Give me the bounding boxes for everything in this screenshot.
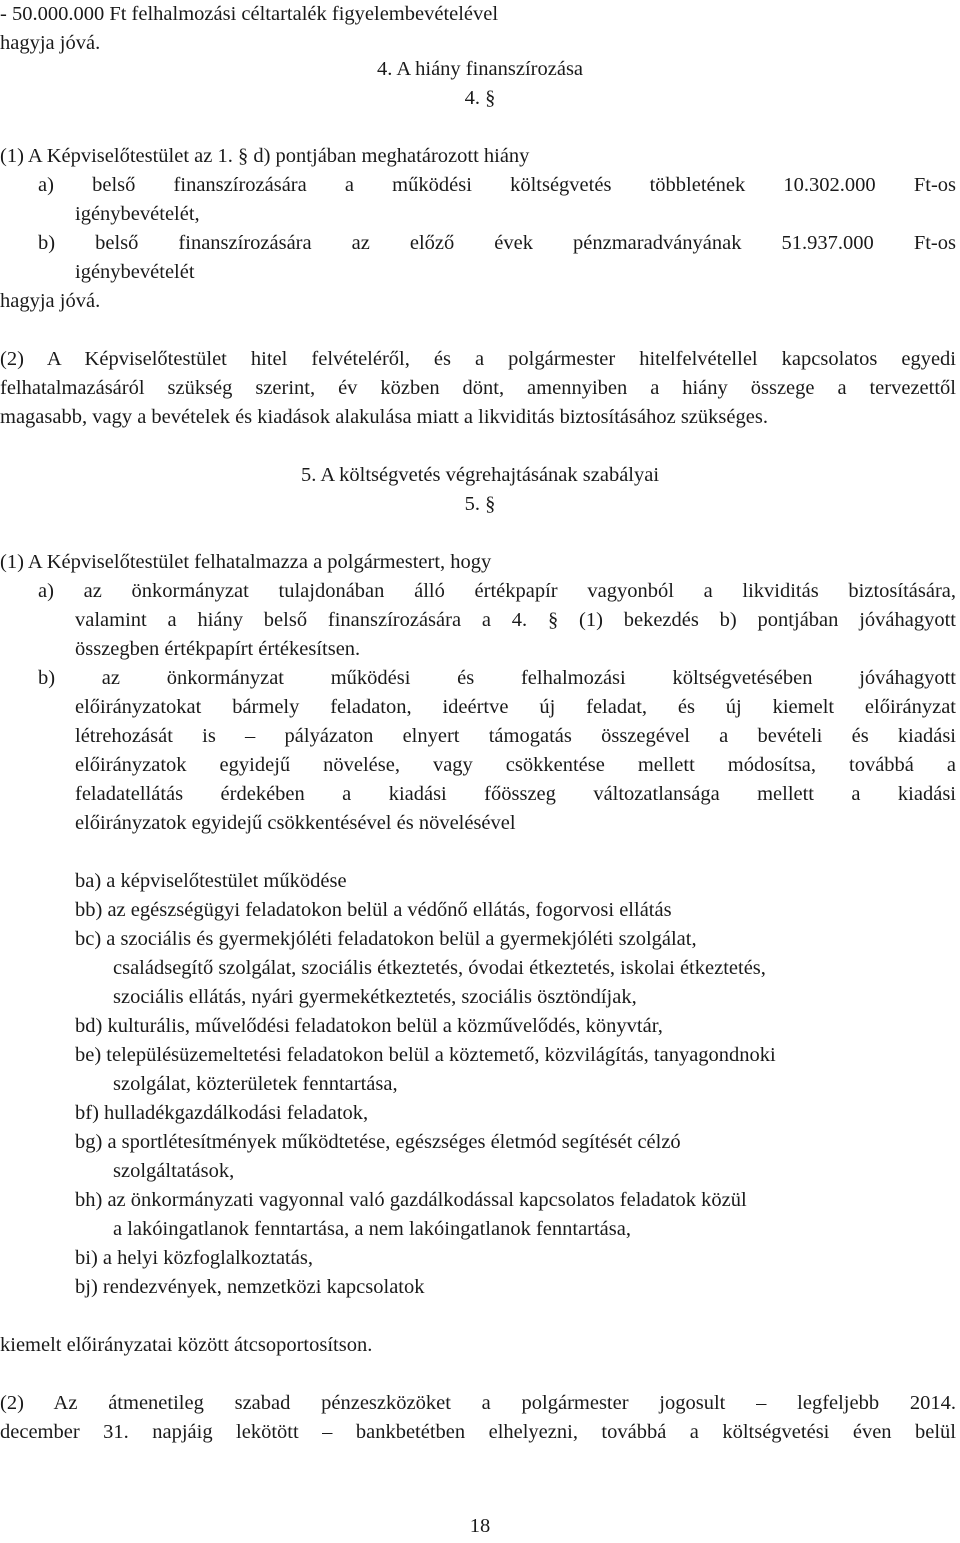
- list-item-bh: bh) az önkormányzati vagyonnal való gazdálkodással kapcsolatos feladatok közül: [75, 1189, 747, 1211]
- section-4-p1-b-cont: igénybevételét: [75, 261, 195, 283]
- section-4-p2-line: (2) A Képviselőtestület hitel felvételéről, és a polgármester hitelfelvétellel kapcsolatos egyedi: [0, 348, 956, 370]
- page-number: 18: [469, 1515, 491, 1537]
- section-5-item-a-cont: valamint a hiány belső finanszírozására a 4. § (1) bekezdés b) pontjában jóváhagyott: [75, 609, 956, 631]
- section-5-item-a-cont: összegben értékpapírt értékesítsen.: [75, 638, 361, 660]
- section-5-item-b-cont: előirányzatok egyidejű növelése, vagy csökkentése mellett módosítsa, továbbá a: [75, 754, 956, 776]
- list-item-bj: bj) rendezvények, nemzetközi kapcsolatok: [75, 1276, 425, 1298]
- section-4-p1-end: hagyja jóvá.: [0, 290, 101, 312]
- section-5-paragraph-mark: 5. §: [464, 493, 496, 515]
- list-item-bd: bd) kulturális, művelődési feladatokon belül a közművelődés, könyvtár,: [75, 1015, 663, 1037]
- intro-line: - 50.000.000 Ft felhalmozási céltartalék figyelembevételével: [0, 3, 499, 25]
- list-item-bc: bc) a szociális és gyermekjóléti feladatokon belül a gyermekjóléti szolgálat,: [75, 928, 697, 950]
- section-4-paragraph-mark: 4. §: [464, 87, 496, 109]
- section-5-item-a: a) az önkormányzat tulajdonában álló értékpapír vagyonból a likviditás biztosítására,: [38, 580, 956, 602]
- section-5-item-b-cont: előirányzatok egyidejű csökkentésével és növelésével: [75, 812, 516, 834]
- list-item-bh-cont: a lakóingatlanok fenntartása, a nem lakóingatlanok fenntartása,: [113, 1218, 631, 1240]
- section-5-p2-line: december 31. napjáig lekötött – bankbetétben elhelyezni, továbbá a költségvetési éven belül: [0, 1421, 956, 1443]
- section-5-item-b-cont: előirányzatokat bármely feladaton, ideértve új feladat, és új kiemelt előirányzat: [75, 696, 956, 718]
- section-4-p2-line: magasabb, vagy a bevételek és kiadások alakulása miatt a likviditás biztosításához szükséges.: [0, 406, 768, 428]
- section-5-item-b: b) az önkormányzat működési és felhalmozási költségvetésében jóváhagyott: [38, 667, 956, 689]
- section-5-p2-line: (2) Az átmenetileg szabad pénzeszközöket a polgármester jogosult – legfeljebb 2014.: [0, 1392, 956, 1414]
- list-item-bf: bf) hulladékgazdálkodási feladatok,: [75, 1102, 369, 1124]
- list-item-bg-cont: szolgáltatások,: [113, 1160, 235, 1182]
- section-5-p1-lead: (1) A Képviselőtestület felhatalmazza a polgármestert, hogy: [0, 551, 492, 573]
- section-4-p1-a: a) belső finanszírozására a működési költségvetés többletének 10.302.000 Ft-os: [38, 174, 956, 196]
- list-item-bc-cont: családsegítő szolgálat, szociális étkeztetés, óvodai étkeztetés, iskolai étkeztetés,: [113, 957, 766, 979]
- list-item-bg: bg) a sportlétesítmények működtetése, egészséges életmód segítését célzó: [75, 1131, 681, 1153]
- section-5-title: 5. A költségvetés végrehajtásának szabályai: [300, 464, 660, 486]
- list-item-bc-cont: szociális ellátás, nyári gyermekétkeztetés, szociális ösztöndíjak,: [113, 986, 637, 1008]
- section-4-p2-line: felhatalmazásáról szükség szerint, év közben dönt, amennyiben a hiány összege a tervezettől: [0, 377, 956, 399]
- section-4-p1-lead: (1) A Képviselőtestület az 1. § d) pontjában meghatározott hiány: [0, 145, 530, 167]
- list-item-bb: bb) az egészségügyi feladatokon belül a védőnő ellátás, fogorvosi ellátás: [75, 899, 672, 921]
- section-4-p1-b: b) belső finanszírozására az előző évek pénzmaradványának 51.937.000 Ft-os: [38, 232, 956, 254]
- list-item-be: be) településüzemeltetési feladatokon belül a köztemető, közvilágítás, tanyagondnoki: [75, 1044, 776, 1066]
- list-item-ba: ba) a képviselőtestület működése: [75, 870, 347, 892]
- section-5-b-end: kiemelt előirányzatai között átcsoportosítson.: [0, 1334, 373, 1356]
- intro-approval: hagyja jóvá.: [0, 32, 101, 54]
- list-item-bi: bi) a helyi közfoglalkoztatás,: [75, 1247, 313, 1269]
- list-item-be-cont: szolgálat, közterületek fenntartása,: [113, 1073, 398, 1095]
- section-5-item-b-cont: feladatellátás érdekében a kiadási főösszeg változatlansága mellett a kiadási: [75, 783, 956, 805]
- section-5-item-b-cont: létrehozását is – pályázaton elnyert támogatás összegével a bevételi és kiadási: [75, 725, 956, 747]
- section-4-title: 4. A hiány finanszírozása: [376, 58, 584, 80]
- section-4-p1-a-cont: igénybevételét,: [75, 203, 200, 225]
